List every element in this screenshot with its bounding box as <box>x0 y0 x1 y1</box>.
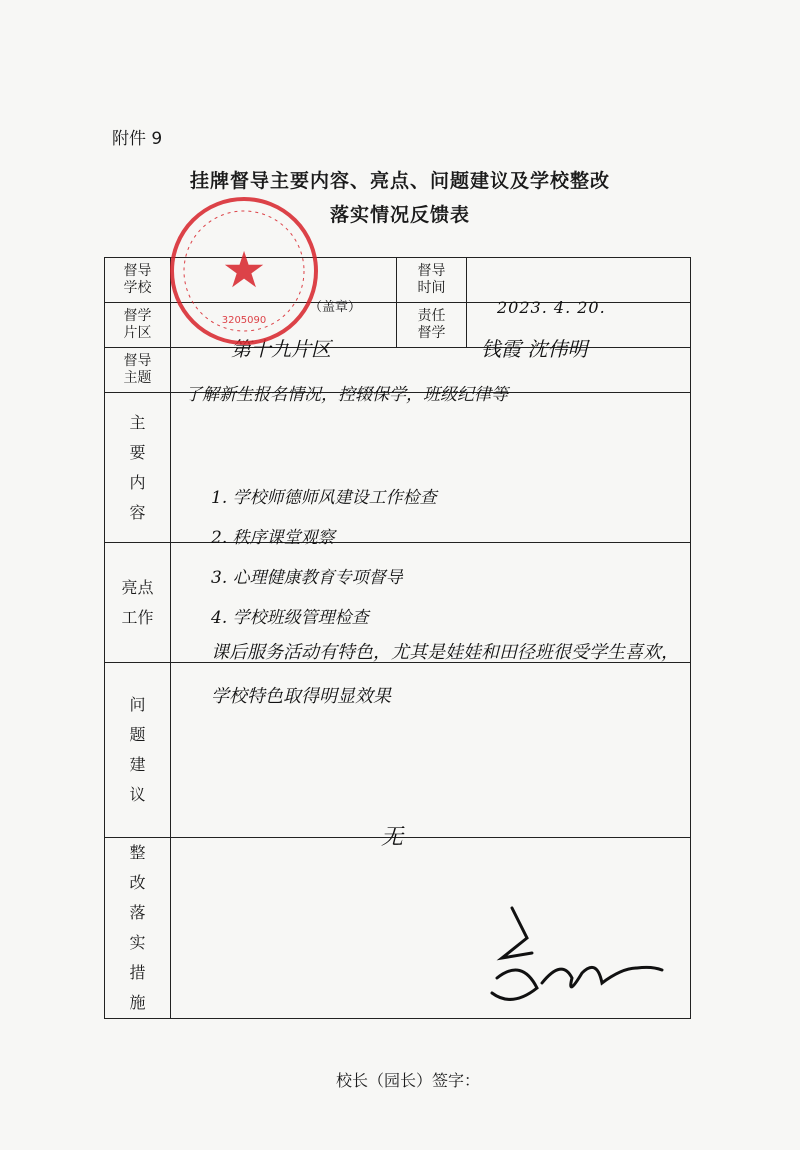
rectify-label-cell <box>105 838 171 1019</box>
form-title-line2: 落实情况反馈表 <box>329 204 470 226</box>
issues-label-cell <box>105 663 171 838</box>
inspector-names: 钱霞 沈伟明 <box>481 337 588 361</box>
area-value: 第十九片区 <box>231 337 331 361</box>
rectify-label: 整改落实措施 <box>129 843 146 1012</box>
highlight-label-cell <box>105 543 171 663</box>
theme-label: 督导 主题 <box>123 353 152 386</box>
principal-signature <box>472 898 672 1018</box>
inspector-label-cell <box>397 303 467 348</box>
principal-sign-label: 校长（园长）签字： <box>336 1071 481 1090</box>
content-label: 主要内容 <box>129 412 146 522</box>
theme-value: 了解新生报名情况，控辍保学，班级纪律等 <box>185 385 508 405</box>
issues-label: 问题建议 <box>129 695 146 804</box>
content-item: 4. 学校班级管理检查 <box>211 607 369 628</box>
content-list <box>211 478 437 638</box>
theme-label-cell <box>105 348 171 393</box>
issues-value: 无 <box>381 825 404 850</box>
area-label-cell <box>105 303 171 348</box>
content-item: 3. 心理健康教育专项督导 <box>211 567 403 588</box>
inspection-date: 2023. 4. 20. <box>497 298 606 317</box>
form-title-line1: 挂牌督导主要内容、亮点、问题建议及学校整改 <box>189 170 610 192</box>
seal-star-icon: ★ <box>221 241 267 299</box>
school-seal <box>168 195 320 347</box>
inspector-label: 责任 督学 <box>417 308 446 341</box>
school-label: 督导 学校 <box>123 263 152 296</box>
time-label: 督导 时间 <box>417 263 446 296</box>
highlight-label: 亮点工作 <box>121 577 154 627</box>
school-label-cell <box>105 258 171 303</box>
time-label-cell <box>397 258 467 303</box>
highlight-value: 课后服务活动有特色，尤其是娃娃和田径班很受学生喜欢，学校特色取得明显效果 <box>211 641 679 707</box>
content-value-cell <box>171 393 691 628</box>
content-item: 1. 学校师德师风建设工作检查 <box>211 487 437 508</box>
content-item: 2. 秩序课堂观察 <box>211 527 335 548</box>
time-value-cell <box>467 258 691 317</box>
content-label-cell <box>105 393 171 543</box>
annex-label: 附件 9 <box>112 129 163 149</box>
seal-code: 3205090 <box>221 315 267 326</box>
school-stamp-note: （盖章） <box>309 300 362 315</box>
area-label: 督学 片区 <box>123 308 152 341</box>
